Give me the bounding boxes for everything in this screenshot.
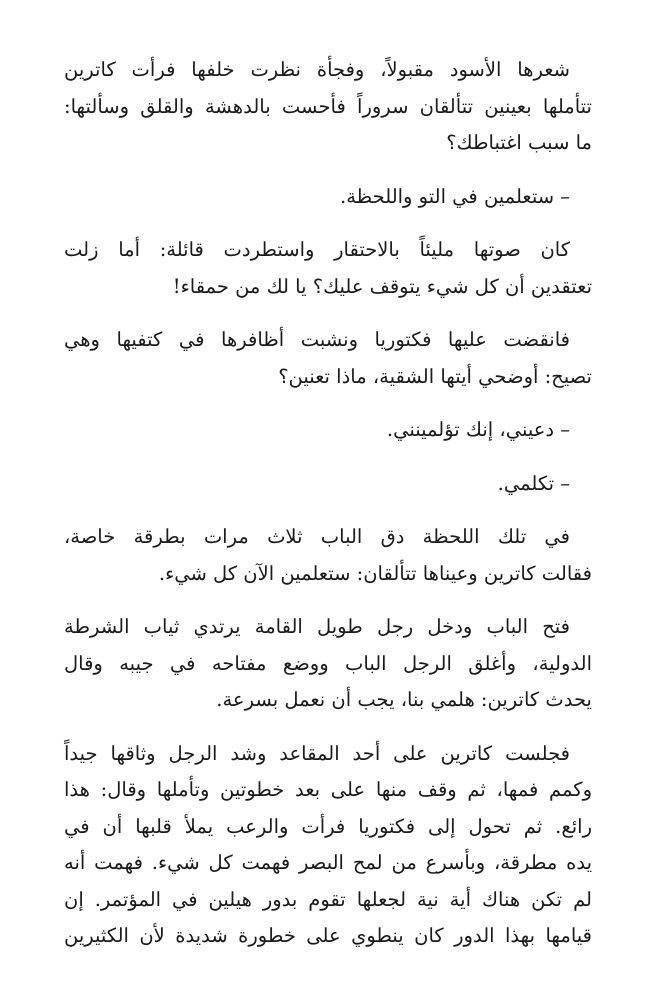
text-line: الدولية، وأغلق الرجل الباب ووضع مفتاحه في جيبه وقال	[64, 651, 592, 675]
text-line: – ستعلمين في التو واللحظة.	[340, 184, 570, 208]
paragraph-4	[64, 519, 592, 592]
text-line: قيامها بهذا الدور كان ينطوي على خطورة شديدة لأن الكثيرين	[64, 924, 592, 947]
text-line: – تكلمي.	[497, 471, 570, 495]
text-line: كان صوتها مليئاً بالاحتقار واستطردت قائلة: أما زلت	[64, 238, 570, 261]
text-line: في تلك اللحظة دق الباب ثلاث مرات بطرقة خاصة،	[64, 525, 570, 548]
book-page	[64, 52, 592, 972]
text-line: فجلست كاترين على أحد المقاعد وشد الرجل وثاقها جيداً	[64, 741, 570, 765]
text-line: ما سبب اغتباطك؟	[446, 131, 592, 154]
text-line: رائع. ثم تحول إلى فكتوريا فرأت والرعب يملأ قلبها أن في	[64, 814, 592, 838]
text-line: يحدث كاترين: هلمي بنا، يجب أن نعمل بسرعة.	[216, 688, 592, 711]
paragraph-5	[64, 609, 592, 719]
text-line: تتأملها بعينين تتألقان سروراً فأحست بالدهشة والقلق وسألتها:	[64, 94, 592, 118]
text-line: فتح الباب ودخل رجل طويل القامة يرتدي ثياب الشرطة	[64, 615, 570, 638]
dialogue-line-2	[64, 412, 592, 449]
text-line: فانقضت عليها فكتوريا ونشبت أظافرها في كتفيها وهي	[64, 328, 570, 351]
text-line: – دعيني، إنك تؤلمينني.	[386, 418, 570, 441]
paragraph-2	[64, 232, 592, 305]
paragraph-1	[64, 52, 592, 162]
text-line: لم تكن هناك أية نية لجعلها تقوم بدور هيلين في المؤتمر. إن	[64, 887, 592, 911]
text-line: تعتقدين أن كل شيء يتوقف عليك؟ يا لك من حمقاء!	[172, 274, 592, 298]
text-line: شعرها الأسود مقبولاً، وفجأة نظرت خلفها فرأت كاترين	[64, 58, 570, 81]
text-line: فقالت كاترين وعيناها تتألقان: ستعلمين الآن كل شيء.	[158, 561, 592, 585]
text-line: وكمم فمها، ثم وقف منها على بعد خطوتين وتأملها وقال: هذا	[64, 778, 592, 801]
paragraph-3	[64, 322, 592, 395]
dialogue-line-1	[64, 179, 592, 216]
text-line: تصيح: أوضحي أيتها الشقية، ماذا تعنين؟	[278, 364, 592, 388]
text-line: يده مطرقة، وبأسرع من لمح البصر فهمت كل شيء. فهمت أنه	[64, 851, 592, 874]
dialogue-line-3	[64, 466, 592, 503]
paragraph-6	[64, 736, 592, 955]
